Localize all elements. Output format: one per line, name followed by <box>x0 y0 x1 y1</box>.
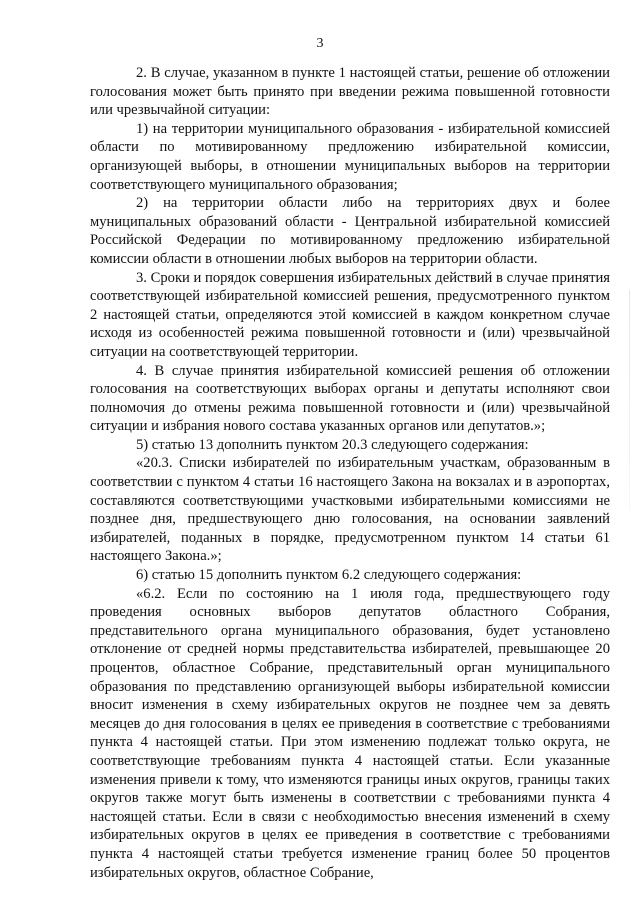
paragraph-7: «20.3. Списки избирателей по избирательным участкам, образованным в соответствии с пунктом 4 статьи 16 настоящего Закона на вокзалах и в аэропортах, составляются соответствующими участковыми избирательными комиссиями не позднее дня, предшествующего дню голосования, на основании заявлений избирателей, поданных в порядке, предусмотренном пунктом 14 статьи 61 настоящего Закона.»; <box>90 455 610 565</box>
paragraph-8: 6) статью 15 дополнить пунктом 6.2 следующего содержания: <box>136 567 522 584</box>
paragraph-2: 1) на территории муниципального образования - избирательной комиссией области по мотивированному предложению избирательной комиссии, организующей выборы, в отношении муниципальных выборов на территории соответствующего муниципального образования; <box>90 120 610 193</box>
paragraph-6: 5) статью 13 дополнить пунктом 20.3 следующего содержания: <box>136 436 529 453</box>
paragraph-3: 2) на территории области либо на территориях двух и более муниципальных образований области - Центральной избирательной комиссией Российской Федерации по мотивированному предложению избирательной комиссии области в отношении любых выборов на территории области. <box>90 195 610 267</box>
scan-artifact-line <box>629 290 630 510</box>
paragraph-4: 3. Сроки и порядок совершения избирательных действий в случае принятия соответствующей избирательной комиссией решения, предусмотренного пунктом 2 настоящей статьи, определяются этой комиссией в каждом конкретном случае исходя из особенностей режима повышенной готовности и (или) чрезвычайной ситуации на соответствующей территории. <box>90 269 610 360</box>
paragraph-9: «6.2. Если по состоянию на 1 июля года, предшествующего году проведения основных выборов депутатов областного Собрания, представительного органа муниципального образования, будет установлено отклонение от средней нормы представительства избирателей, превышающее 20 процентов, областное Собрание, представительный орган муниципального образования по представлению организующей выборы избирательной комиссии вносит изменения в схему избирательных округов не позднее чем за девять месяцев до дня голосования в целях ее приведения в соответствие с требованиями пункта 4 настоящей статьи. При этом изменению подлежат только округа, не соответствующие требованиям пункта 4 настоящей статьи. Если указанные изменения привели к тому, что изменяются границы иных округов, границы таких округов также могут быть изменены в соответствии с требованиями пункта 4 настоящей статьи. Если в связи с необходимостью внесения изменений в схему избирательных округов в целях ее приведения в соответствие с требованиями пункта 4 настоящей статьи требуется изменение границ более 50 процентов избирательных округов, областное Собрание, <box>90 585 610 881</box>
document-body <box>90 64 610 882</box>
paragraph-5: 4. В случае принятия избирательной комиссией решения об отложении голосования на соответствующих выборах органы и депутаты исполняют свои полномочия до отмены режима повышенной готовности и (или) чрезвычайной ситуации и избрания нового состава указанных органов или депутатов.»; <box>90 362 610 435</box>
paragraph-1: 2. В случае, указанном в пункте 1 настоящей статьи, решение об отложении голосования может быть принято при введении режима повышенной готовности или чрезвычайной ситуации: <box>90 65 610 119</box>
page-number: 3 <box>316 36 324 51</box>
